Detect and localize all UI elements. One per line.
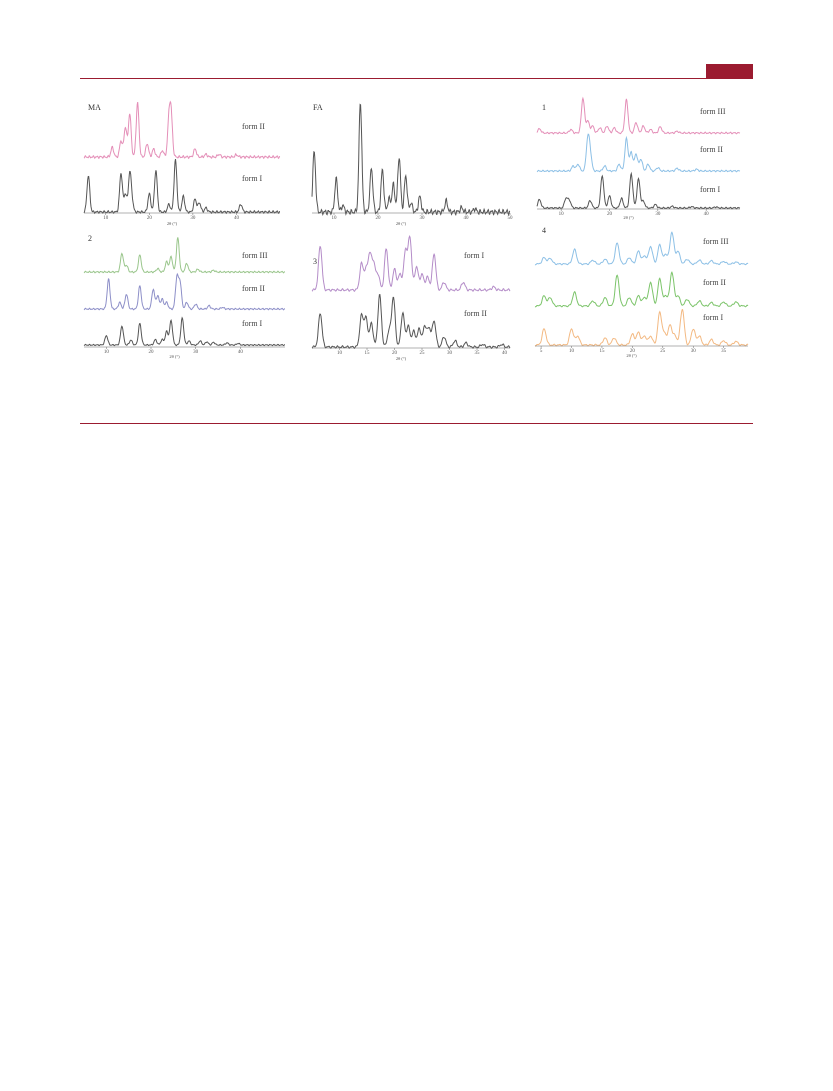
panel-ma-tick-label: 40: [233, 216, 239, 221]
panel-fa-tick-label: 10: [331, 216, 337, 221]
panel-4-label: 4: [542, 226, 546, 235]
panel-4-tick-label: 10: [569, 349, 575, 354]
panel-ma-tick-label: 10: [103, 216, 109, 221]
panel-4-tick-label: 5: [539, 349, 543, 354]
panel-3-tick-label: 40: [502, 351, 507, 356]
panel-2-tick-label: 10: [103, 350, 109, 355]
panel-4-tick-label: 20: [629, 349, 635, 354]
panel-3-tick-label: 35: [474, 351, 480, 356]
panel-3-tick-label: 25: [419, 351, 425, 356]
panel-ma-legend-form-ii: form II: [242, 122, 265, 131]
panel-1-tick-label: 40: [703, 212, 709, 217]
panel-2-legend-form-ii: form II: [242, 284, 265, 293]
panel-fa-label: FA: [313, 103, 323, 112]
panel-1-label: 1: [542, 103, 546, 112]
panel-3-x-axis-label: 2θ (°): [395, 356, 407, 361]
panel-3-legend-form-i: form I: [464, 251, 485, 260]
panel-1-tick-label: 30: [655, 212, 661, 217]
panel-3-label: 3: [313, 257, 317, 266]
panel-4-legend-form-i: form I: [703, 313, 724, 322]
panel-fa-series-pattern: [312, 105, 510, 215]
panel-4-tick-label: 35: [721, 349, 727, 354]
panel-ma-tick-label: 20: [146, 216, 152, 221]
panel-1-tick-label: 20: [607, 212, 612, 217]
panel-3-legend-form-ii: form II: [464, 309, 487, 318]
panel-1-series-form-iii: [537, 98, 740, 134]
panel-4-tick-label: 25: [660, 349, 666, 354]
panel-4-legend-form-iii: form III: [703, 237, 729, 246]
panel-2-legend-form-iii: form III: [242, 251, 268, 260]
panel-2-tick-label: 20: [148, 350, 154, 355]
panel-4-legend-form-ii: form II: [703, 278, 726, 287]
panel-fa-x-axis-label: 2θ (°): [395, 221, 407, 226]
panel-2-legend-form-i: form I: [242, 319, 263, 328]
panel-4-tick-label: 30: [690, 349, 696, 354]
panel-4-tick-label: 15: [599, 349, 605, 354]
panel-4-x-axis-label: 2θ (°): [626, 353, 637, 358]
panel-ma-legend-form-i: form I: [242, 174, 263, 183]
panel-1-legend-form-i: form I: [700, 185, 721, 194]
panel-3-tick-label: 10: [337, 351, 342, 356]
panel-3-series-form-ii: [312, 295, 510, 349]
panel-ma-label: MA: [88, 103, 101, 112]
panel-1-legend-form-ii: form II: [700, 145, 723, 154]
panel-fa-tick-label: 30: [419, 216, 425, 221]
panel-3-tick-label: 15: [364, 351, 370, 356]
panel-1-x-axis-label: 2θ (°): [623, 215, 634, 220]
panel-3-tick-label: 30: [447, 351, 452, 356]
panel-3-series-form-i: [312, 236, 510, 291]
panel-1-tick-label: 10: [558, 212, 564, 217]
panel-2-tick-label: 30: [193, 350, 199, 355]
panel-ma-x-axis-label: 2θ (°): [166, 221, 178, 226]
panel-fa-tick-label: 20: [375, 216, 381, 221]
panel-1-legend-form-iii: form III: [700, 107, 726, 116]
panel-2-tick-label: 40: [237, 350, 243, 355]
panel-2-x-axis-label: 2θ (°): [169, 354, 180, 359]
panel-3-tick-label: 20: [392, 351, 397, 356]
panel-ma-series-form-i: [84, 159, 280, 213]
panel-fa-tick-label: 40: [463, 216, 469, 221]
panel-2-label: 2: [88, 234, 92, 243]
panel-fa-tick-label: 50: [507, 216, 513, 221]
panel-ma-tick-label: 30: [190, 216, 196, 221]
